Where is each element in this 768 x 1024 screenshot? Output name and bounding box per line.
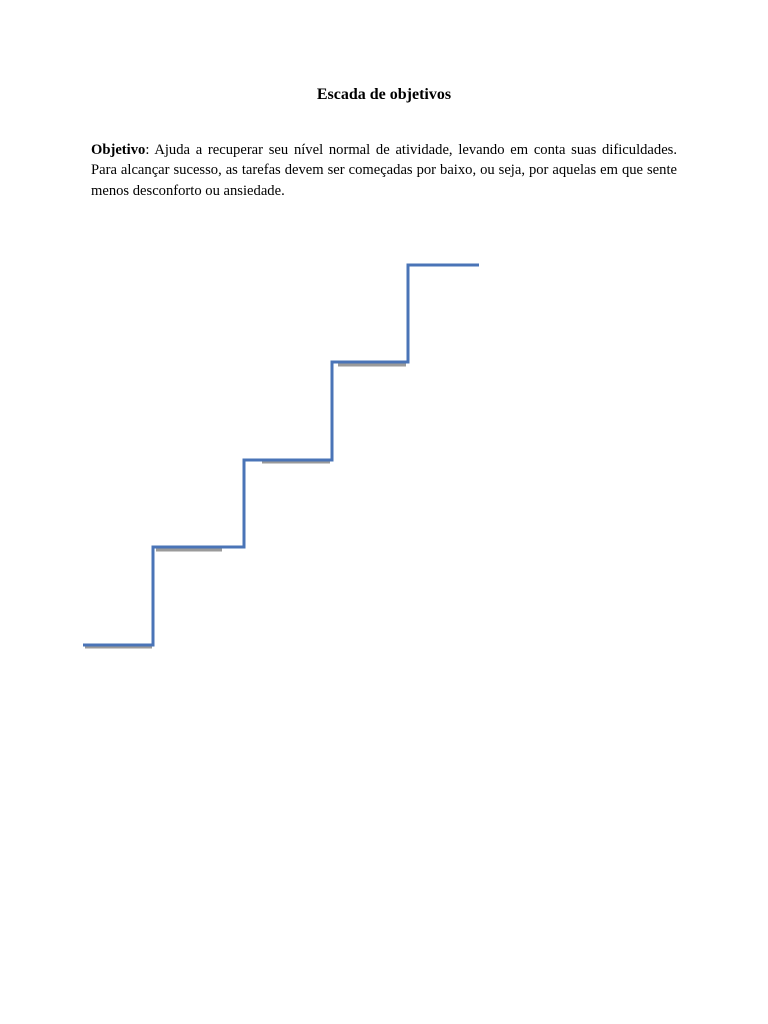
staircase-outline — [83, 265, 479, 645]
objective-text: Ajuda a recuperar seu nível normal de atividade, levando em conta suas dificuldades. Para alcançar sucesso, as tarefas devem ser começadas por baixo, ou seja, por aquelas em que sente menos desconforto ou ansiedade. — [91, 141, 677, 199]
objective-label: Objetivo — [91, 141, 146, 158]
objective-separator: : — [145, 141, 150, 158]
page-title: Escada de objetivos — [316, 86, 452, 103]
